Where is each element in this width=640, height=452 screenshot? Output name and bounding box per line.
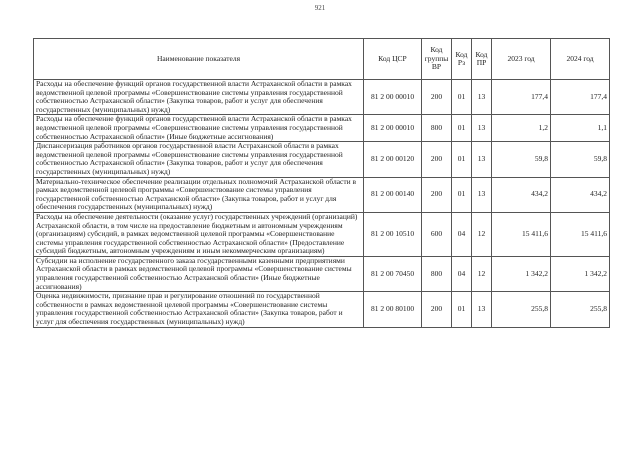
- cell-vr: 200: [422, 292, 452, 327]
- cell-rz: 01: [452, 292, 472, 327]
- cell-2023: 434,2: [492, 177, 551, 212]
- cell-csr: 81 2 00 00010: [364, 80, 422, 115]
- cell-2024: 1 342,2: [551, 256, 610, 291]
- header-rz: Код Рз: [452, 39, 472, 80]
- cell-csr: 81 2 00 00010: [364, 115, 422, 142]
- page-number: 921: [314, 4, 326, 12]
- budget-table: [33, 38, 610, 328]
- header-pr: Код ПР: [472, 39, 492, 80]
- cell-2024: 177,4: [551, 80, 610, 115]
- cell-rz: 04: [452, 212, 472, 256]
- cell-vr: 200: [422, 80, 452, 115]
- cell-vr: 800: [422, 256, 452, 291]
- table-row: [34, 177, 610, 212]
- table-row: [34, 292, 610, 327]
- cell-name: Расходы на обеспечение функций органов государственной власти Астраханской области в рамках ведомственной целевой программы «Совершенствование системы управления государственной собственностью Астраханской области» (Закупка товаров, работ и услуг для обеспечения государственных (муниципальных) нужд): [34, 80, 364, 115]
- table-row: [34, 80, 610, 115]
- cell-name: Расходы на обеспечение деятельности (оказание услуг) государственных учреждений (организаций) Астраханской области, в том числе на предоставление бюджетным и автономным учреждениям (организациям) субсидий, в рамках ведомственной целевой программы «Совершенствование системы управления государственной собственностью Астраханской области» (Предоставление субсидий бюджетным, автономным учреждениям и иным некоммерческим организациям): [34, 212, 364, 256]
- cell-name: Диспансеризация работников органов государственной власти Астраханской области в рамках ведомственной целевой программы «Совершенствование системы управления государственной собственностью Астраханской области» (Закупка товаров, работ и услуг для обеспечения государственных (муниципальных) нужд): [34, 142, 364, 177]
- cell-name: Расходы на обеспечение функций органов государственной власти Астраханской области в рамках ведомственной целевой программы «Совершенствование системы управления государственной собственностью Астраханской области» (Иные бюджетные ассигнования): [34, 115, 364, 142]
- cell-2023: 59,8: [492, 142, 551, 177]
- cell-pr: 13: [472, 115, 492, 142]
- cell-pr: 12: [472, 212, 492, 256]
- cell-rz: 04: [452, 256, 472, 291]
- cell-2024: 15 411,6: [551, 212, 610, 256]
- cell-name: Субсидии на исполнение государственного заказа государственными казенными предприятиями Астраханской области в рамках ведомственной целевой программы «Совершенствование системы управления государственной собственностью Астраханской области» (Иные бюджетные ассигнования): [34, 256, 364, 291]
- cell-name: Материально-техническое обеспечение реализации отдельных полномочий Астраханской области в рамках ведомственной целевой программы «Совершенствование системы управления государственной собственностью Астраханской области» (Закупка товаров, работ и услуг для обеспечения государственных (муниципальных) нужд): [34, 177, 364, 212]
- cell-2024: 59,8: [551, 142, 610, 177]
- cell-rz: 01: [452, 177, 472, 212]
- header-name: Наименование показателя: [34, 39, 364, 80]
- cell-pr: 13: [472, 80, 492, 115]
- cell-vr: 800: [422, 115, 452, 142]
- table-body: [34, 80, 610, 328]
- cell-pr: 12: [472, 256, 492, 291]
- cell-2023: 1 342,2: [492, 256, 551, 291]
- cell-2023: 255,8: [492, 292, 551, 327]
- table-row: [34, 256, 610, 291]
- cell-pr: 13: [472, 292, 492, 327]
- table-header: [34, 39, 610, 80]
- cell-rz: 01: [452, 142, 472, 177]
- cell-2024: 255,8: [551, 292, 610, 327]
- cell-pr: 13: [472, 142, 492, 177]
- header-2023: 2023 год: [492, 39, 551, 80]
- cell-csr: 81 2 00 00120: [364, 142, 422, 177]
- cell-csr: 81 2 00 00140: [364, 177, 422, 212]
- cell-vr: 200: [422, 177, 452, 212]
- cell-2023: 177,4: [492, 80, 551, 115]
- table-row: [34, 142, 610, 177]
- cell-2023: 15 411,6: [492, 212, 551, 256]
- cell-rz: 01: [452, 80, 472, 115]
- cell-rz: 01: [452, 115, 472, 142]
- cell-csr: 81 2 00 10510: [364, 212, 422, 256]
- header-vr: Код группы ВР: [422, 39, 452, 80]
- cell-vr: 600: [422, 212, 452, 256]
- cell-pr: 13: [472, 177, 492, 212]
- cell-2023: 1,2: [492, 115, 551, 142]
- table-row: [34, 212, 610, 256]
- cell-name: Оценка недвижимости, признание прав и регулирование отношений по государственной собственности в рамках ведомственной целевой программы «Совершенствование системы управления государственной собственностью Астраханской области» (Закупка товаров, работ и услуг для обеспечения государственных (муниципальных) нужд): [34, 292, 364, 327]
- cell-csr: 81 2 00 70450: [364, 256, 422, 291]
- cell-csr: 81 2 00 80100: [364, 292, 422, 327]
- table-row: [34, 115, 610, 142]
- cell-vr: 200: [422, 142, 452, 177]
- header-csr: Код ЦСР: [364, 39, 422, 80]
- cell-2024: 434,2: [551, 177, 610, 212]
- header-2024: 2024 год: [551, 39, 610, 80]
- cell-2024: 1,1: [551, 115, 610, 142]
